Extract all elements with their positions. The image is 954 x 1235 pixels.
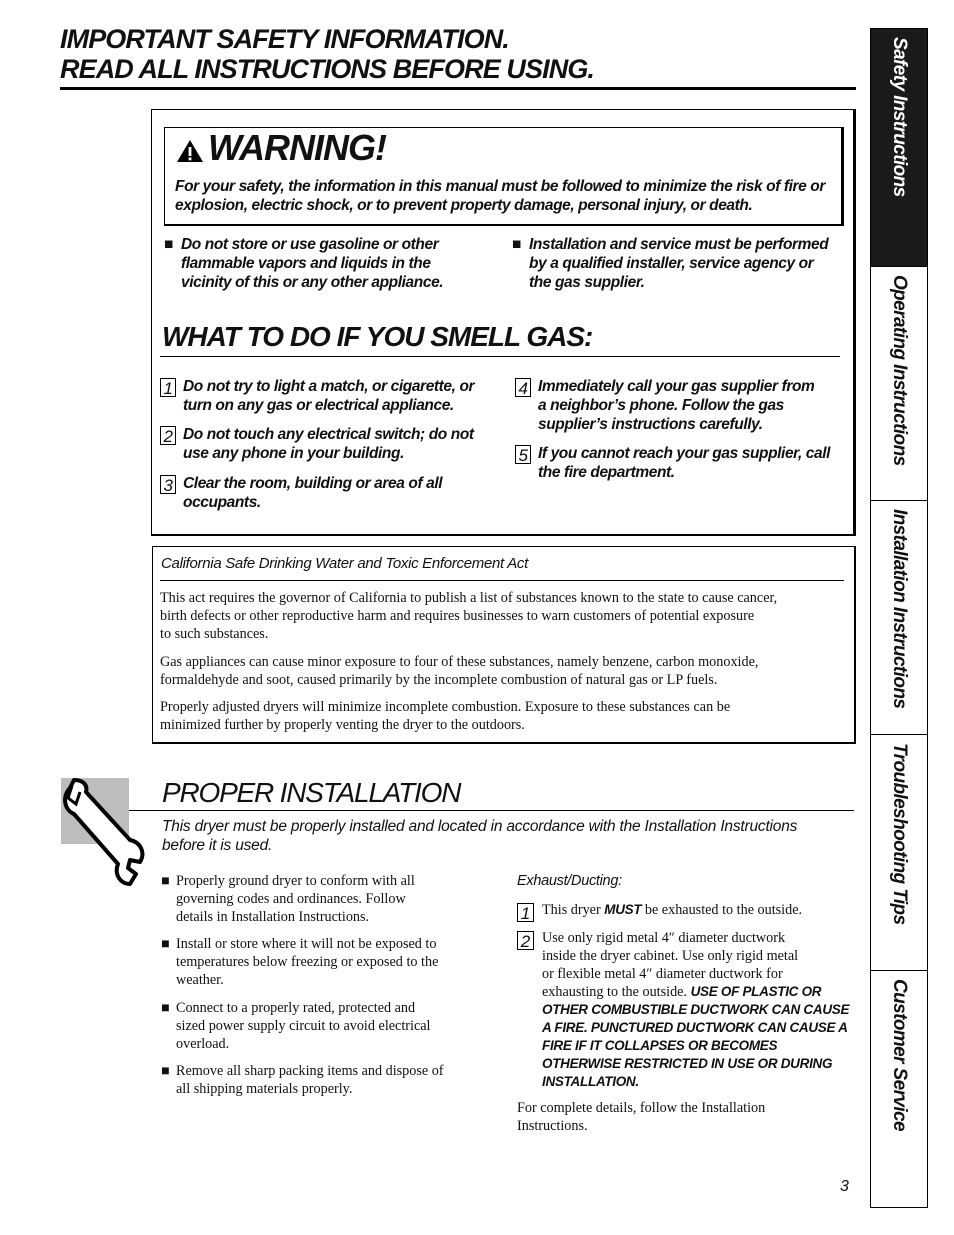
step-line: Do not try to light a match, or cigarette, or [183, 378, 475, 395]
bullet-line: the gas supplier. [529, 274, 645, 291]
tab-label: Safety Instructions [889, 37, 910, 197]
warning-text: For your safety, the information in this manual must be followed to minimize the risk of fire or explosion, electric shock, or to prevent property damage, personal injury, or death. [175, 178, 825, 214]
smell-gas-title: WHAT TO DO IF YOU SMELL GAS: [162, 321, 593, 352]
paragraph-line: formaldehyde and soot, caused primarily by the incomplete combustion of natural gas or LP fuels. [160, 672, 718, 688]
page-title [60, 24, 860, 84]
california-paragraph [160, 698, 850, 734]
bullet-line: sized power supply circuit to avoid electrical [176, 1018, 431, 1034]
california-act-title: California Safe Drinking Water and Toxic Enforcement Act [161, 555, 528, 572]
intro-line: before it is used. [162, 837, 273, 854]
tab-label: Operating Instructions [889, 275, 910, 466]
step-line: a neighbor’s phone. Follow the gas [538, 397, 784, 414]
step-number: 2 [160, 426, 176, 445]
step-emphasis: OTHERWISE RESTRICTED IN USE OR DURING [542, 1056, 833, 1071]
page-number: 3 [840, 1178, 849, 1195]
proper-installation-title: PROPER INSTALLATION [162, 777, 461, 808]
paragraph-line: to such substances. [160, 626, 269, 642]
footer-line: Instructions. [517, 1118, 588, 1134]
step-number: 5 [515, 445, 531, 464]
step-text: exhausting to the outside. [542, 984, 691, 1000]
california-act-rule [160, 580, 844, 581]
step-line: turn on any gas or electrical appliance. [183, 397, 454, 414]
bullet-line: governing codes and ordinances. Follow [176, 891, 406, 907]
tab-label: Troubleshooting Tips [889, 743, 910, 925]
bullet-square-icon: ■ [161, 873, 170, 889]
bullet-line: Do not store or use gasoline or other [181, 236, 439, 253]
step-number: 3 [160, 475, 176, 494]
smell-gas-rule [160, 356, 840, 357]
step-number: 1 [160, 378, 176, 397]
step-emphasis: USE OF PLASTIC OR [690, 984, 822, 999]
section-tabs [870, 28, 928, 1208]
bullet-line: all shipping materials properly. [176, 1081, 353, 1097]
tab-label: Customer Service [889, 979, 910, 1131]
bullet-line: Properly ground dryer to conform with all [176, 873, 415, 889]
bullet-line: by a qualified installer, service agency or [529, 255, 814, 272]
bullet-square-icon: ■ [161, 936, 170, 952]
step-line: Use only rigid metal 4″ diameter ductwork [542, 930, 786, 946]
step-line: Immediately call your gas supplier from [538, 378, 815, 395]
step-line: use any phone in your building. [183, 445, 404, 462]
bullet-square-icon: ■ [164, 236, 173, 253]
step-line: occupants. [183, 494, 261, 511]
step-emphasis: INSTALLATION. [542, 1074, 639, 1089]
wrench-icon [56, 776, 146, 888]
warning-triangle-icon [176, 139, 204, 163]
step-line: If you cannot reach your gas supplier, call [538, 445, 831, 462]
step-line: the fire department. [538, 464, 675, 481]
bullet-line: Install or store where it will not be exposed to [176, 936, 437, 952]
bullet-line: vicinity of this or any other appliance. [181, 274, 444, 291]
paragraph-line: Gas appliances can cause minor exposure to four of these substances, namely benzene, carbon monoxide, [160, 654, 759, 670]
exhaust-footer [517, 1099, 857, 1135]
bullet-square-icon: ■ [161, 1063, 170, 1079]
step-emphasis: FIRE IF IT COLLAPSES OR BECOMES [542, 1038, 778, 1053]
warning-title: WARNING! [208, 127, 386, 168]
tab-safety-instructions[interactable] [871, 29, 927, 267]
paragraph-line: This act requires the governor of California to publish a list of substances known to the state to cause cancer, [160, 590, 778, 606]
step-line: or flexible metal 4″ diameter ductwork for [542, 966, 783, 982]
page-title-line-2: READ ALL INSTRUCTIONS BEFORE USING. [60, 54, 595, 84]
paragraph-line: minimized further by properly venting the dryer to the outdoors. [160, 717, 525, 733]
step-text: be exhausted to the outside. [641, 902, 803, 918]
step-line [542, 983, 849, 1001]
tab-troubleshooting-tips[interactable] [871, 735, 927, 971]
step-emphasis: OTHER COMBUSTIBLE DUCTWORK CAN CAUSE [542, 1002, 850, 1017]
proper-installation-rule [129, 810, 854, 811]
tab-installation-instructions[interactable] [871, 501, 927, 735]
intro-line: This dryer must be properly installed and located in accordance with the Installation Instructions [162, 818, 798, 835]
step-line: supplier’s instructions carefully. [538, 416, 763, 433]
step-number: 4 [515, 378, 531, 397]
footer-line: For complete details, follow the Installation [517, 1100, 766, 1116]
bullet-line: flammable vapors and liquids in the [181, 255, 431, 272]
step-number: 1 [517, 903, 534, 922]
tab-customer-service[interactable] [871, 971, 927, 1207]
page-title-line-1: IMPORTANT SAFETY INFORMATION. [60, 24, 509, 54]
bullet-line: overload. [176, 1036, 230, 1052]
california-paragraph [160, 653, 850, 689]
bullet-line: Remove all sharp packing items and dispose of [176, 1063, 444, 1079]
header-rule [60, 87, 856, 90]
paragraph-line: birth defects or other reproductive harm and requires businesses to warn customers of potential exposure [160, 608, 755, 624]
california-paragraph [160, 589, 850, 643]
step-text: This dryer [542, 902, 605, 918]
step-emphasis: A FIRE. PUNCTURED DUCTWORK CAN CAUSE A [542, 1020, 848, 1035]
bullet-line: temperatures below freezing or exposed to the [176, 954, 439, 970]
bullet-line: weather. [176, 972, 224, 988]
tab-operating-instructions[interactable] [871, 267, 927, 501]
step-line: Clear the room, building or area of all [183, 475, 443, 492]
bullet-line: Installation and service must be performed [529, 236, 829, 253]
bullet-square-icon: ■ [161, 1000, 170, 1016]
bullet-line: Connect to a properly rated, protected and [176, 1000, 416, 1016]
proper-installation-intro [162, 817, 852, 855]
step-line: Do not touch any electrical switch; do not [183, 426, 474, 443]
step-number: 2 [517, 931, 534, 950]
tab-label: Installation Instructions [889, 509, 910, 709]
bullet-line: details in Installation Instructions. [176, 909, 370, 925]
paragraph-line: Properly adjusted dryers will minimize incomplete combustion. Exposure to these substances can be [160, 699, 731, 715]
exhaust-ducting-title: Exhaust/Ducting: [517, 873, 622, 889]
step-emphasis: MUST [604, 902, 642, 917]
step-line: inside the dryer cabinet. Use only rigid metal [542, 948, 799, 964]
bullet-square-icon: ■ [512, 236, 521, 253]
